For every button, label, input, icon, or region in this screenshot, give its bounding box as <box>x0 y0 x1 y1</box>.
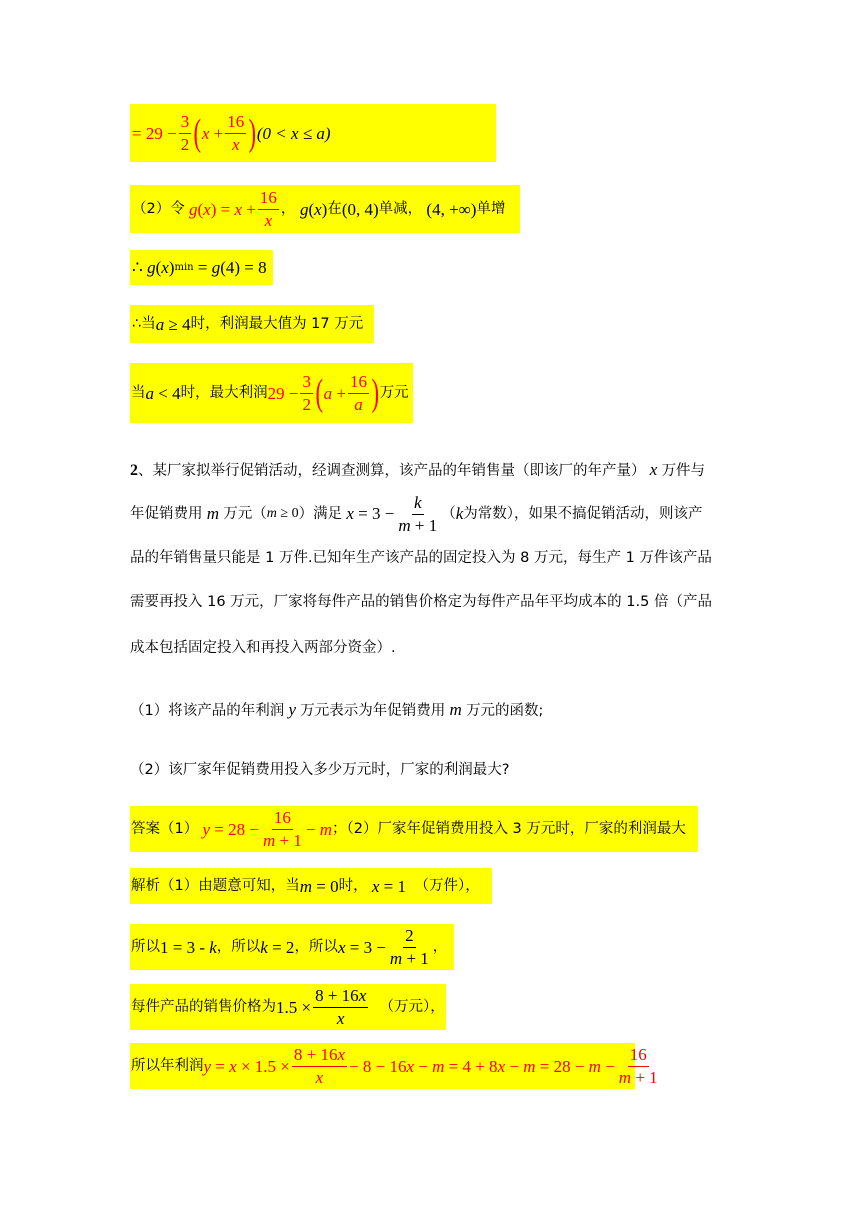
analysis-line-4: 所以年利润 y = x × 1.5 × $\frac{8 + 16x}{x}$ − 8 − 16 x − m = 4 + 8 x − m = 28 − m − $\frac{16}{m + 1}$ <box>130 1043 635 1089</box>
problem-2: 2、某厂家拟举行促销活动，经调查测算，该产品的年销售量（即该厂的年产量） x 万件与 年促销费用 m 万元（ m ≥ 0 ）满足 x = 3 − $\frac{k}{m + 1}$ （ k 为常数），如果不搞促销活动，则该产 品的年销售量只能是 1 万件.已知年生产该产品的固定投入为 8 万元，每生产 1 万件该产品 需要再投入 16 万元，厂家将每件产品的销售价格定为每件产品年平均成本的 1.5 倍（产品 成本包括固定投入和再投入两部分资金）. <box>130 455 730 663</box>
text-label: 在 <box>327 200 342 217</box>
text-label: （2）令 <box>132 200 185 217</box>
problem-text: 品的年销售量只能是 1 万件.已知年生产该产品的固定投入为 8 万元，每生产 1 万件该产品 <box>130 550 712 566</box>
text-label: 单减， <box>378 200 423 217</box>
answer-line: 答案（1） y = 28 − $\frac{16}{m + 1}$ − m ；（2）厂家年促销费用投入 3 万元时，厂家的利润最大 <box>130 806 698 852</box>
formula-line-5: 当 a < 4 时，最大利润 29 − $\frac{3}{2}$ ( a + $\frac{16}{a}$ ) 万元 <box>130 363 413 423</box>
analysis-text: 所以 <box>131 938 160 955</box>
analysis-text: ， <box>432 938 448 955</box>
problem-text: ）满足 <box>298 506 343 522</box>
text-label: 万元 <box>379 384 409 401</box>
analysis-line-2: 所以 1 = 3 - k ，所以 k = 2 ，所以 x = 3 − $\frac{2}{m + 1}$ ， <box>130 924 454 970</box>
text-label: 单增 <box>476 200 506 217</box>
problem-text: 为常数），如果不搞促销活动，则该产 <box>463 506 703 522</box>
text-label: ∴当 <box>132 315 156 332</box>
analysis-text: 所以年利润 <box>131 1057 204 1074</box>
problem-number: 2 <box>130 462 138 479</box>
formula-line-3: ∴ g ( x ) min = g (4) = 8 <box>130 250 273 285</box>
text-label: 时，最大利润 <box>180 384 268 401</box>
therefore-symbol: ∴ <box>132 258 143 277</box>
problem-text: 需要再投入 16 万元，厂家将每件产品的销售价格定为每件产品年平均成本的 1.5 倍（产品 <box>130 594 712 610</box>
problem-text: 、某厂家拟举行促销活动，经调查测算，该产品的年销售量（即该厂的年产量） <box>138 463 646 479</box>
formula-line-4: ∴当 a ≥ 4 时，利润最大值为 17 万元 <box>130 305 374 343</box>
problem-text: 万元（ <box>223 506 267 522</box>
answer-text: ；（2）厂家年促销费用投入 3 万元时，厂家的利润最大 <box>331 820 686 837</box>
domain-condition: (0 < x ≤ a) <box>256 123 331 143</box>
problem-text: 年促销费用 <box>130 506 203 522</box>
question-1: （1）将该产品的年利润 y 万元表示为年促销费用 m 万元的函数; <box>130 700 544 719</box>
analysis-text: ，所以 <box>216 938 261 955</box>
question-text: 万元表示为年促销费用 <box>300 703 446 719</box>
analysis-text: （万元）， <box>379 998 445 1015</box>
problem-text: 成本包括固定投入和再投入两部分资金）. <box>130 640 396 656</box>
analysis-line-1: 解析（1）由题意可知，当 m = 0 时， x = 1 （万件）， <box>130 868 492 904</box>
question-text: 万元的函数; <box>466 703 544 719</box>
text-label: 当 <box>131 384 146 401</box>
analysis-text: ，所以 <box>294 938 338 955</box>
answer-label: 答案（1） <box>131 820 199 837</box>
analysis-text: 解析（1）由题意可知，当 <box>131 877 300 894</box>
formula-line-1: = 29 − $\frac{3}{2}$ ( x + $\frac{16}{x}$ ) (0 < x ≤ a) <box>130 104 496 162</box>
problem-text: （ <box>441 506 456 522</box>
analysis-text: 时， <box>338 877 368 894</box>
problem-text: 万件与 <box>661 463 706 479</box>
question-text: （1）将该产品的年利润 <box>130 703 285 719</box>
question-2 <box>130 755 730 785</box>
formula-line-2: （2）令 g ( x ) = x + $\frac{16}{x}$ ， g ( x ) 在 (0, 4) 单减， (4, +∞) 单增 <box>130 185 520 233</box>
analysis-text: （万件）， <box>414 877 480 894</box>
analysis-text: 每件产品的销售价格为 <box>131 998 276 1015</box>
question-text: （2）该厂家年促销费用投入多少万元时，厂家的利润最大? <box>130 762 510 778</box>
text-label: 时，利润最大值为 17 万元 <box>190 315 364 332</box>
analysis-line-3: 每件产品的销售价格为 1.5 × $\frac{8 + 16x}{x}$ （万元）， <box>130 984 446 1030</box>
